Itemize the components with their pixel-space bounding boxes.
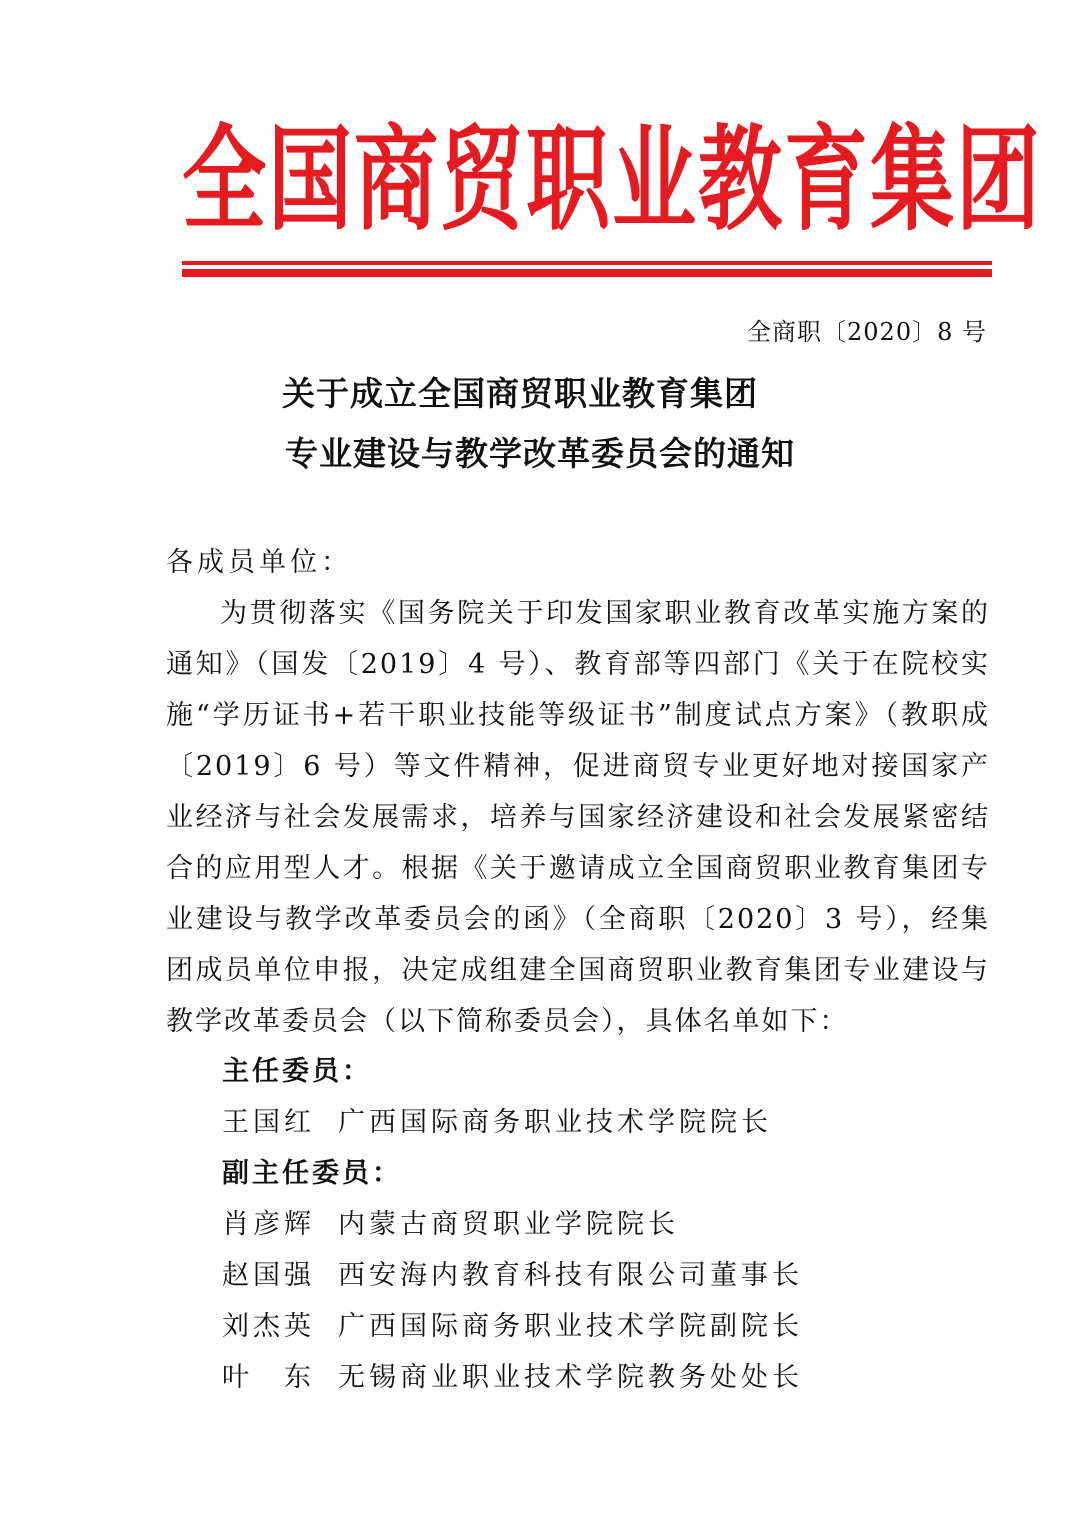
member-position: 广西国际商务职业技术学院院长 <box>338 1107 772 1138</box>
vice-chair-heading: 副主任委员： <box>222 1158 402 1189</box>
committee-member <box>222 1199 982 1250</box>
document-title-line-1: 关于成立全国商贸职业教育集团 <box>282 374 758 413</box>
member-name: 刘杰英 <box>222 1311 315 1342</box>
member-name: 肖彦辉 <box>222 1209 315 1240</box>
salutation: 各成员单位： <box>166 547 352 578</box>
committee-member <box>222 1352 982 1403</box>
masthead-org-name: 全国商贸职业教育集团 <box>182 113 1043 247</box>
committee-member <box>222 1250 982 1301</box>
body-paragraph: 为贯彻落实《国务院关于印发国家职业教育改革实施方案的通知》（国发〔2019〕4 号）、教育部等四部门《关于在院校实施“学历证书+若干职业技能等级证书”制度试点方案》（教职成〔2019〕6 号）等文件精神，促进商贸专业更好地对接国家产业经济与社会发展需求，培养与国家经济建设和社会发展紧密结合的应用型人才。根据《关于邀请成立全国商贸职业教育集团专业建设与教学改革委员会的函》（全商职〔2020〕3 号），经集团成员单位申报，决定成组建全国商贸职业教育集团专业建设与教学改革委员会（以下简称委员会），具体名单如下： <box>166 598 990 1037</box>
masthead-rule-thick <box>182 269 992 277</box>
masthead <box>182 113 1043 248</box>
chair-heading: 主任委员： <box>222 1056 372 1087</box>
member-position: 广西国际商务职业技术学院副院长 <box>338 1311 803 1342</box>
committee-list <box>222 1046 982 1403</box>
member-position: 内蒙古商贸职业学院院长 <box>338 1209 679 1240</box>
member-position: 西安海内教育科技有限公司董事长 <box>338 1260 803 1291</box>
member-name: 王国红 <box>222 1107 315 1138</box>
masthead-rule-thin <box>182 261 992 265</box>
member-name: 赵国强 <box>222 1260 315 1291</box>
committee-member <box>222 1301 982 1352</box>
member-position: 无锡商业职业技术学院教务处处长 <box>338 1362 803 1393</box>
member-name: 叶 东 <box>222 1362 315 1393</box>
document-number: 全商职〔2020〕8 号 <box>747 318 987 346</box>
committee-member <box>222 1097 982 1148</box>
document-title-line-2: 专业建设与教学改革委员会的通知 <box>285 434 795 473</box>
